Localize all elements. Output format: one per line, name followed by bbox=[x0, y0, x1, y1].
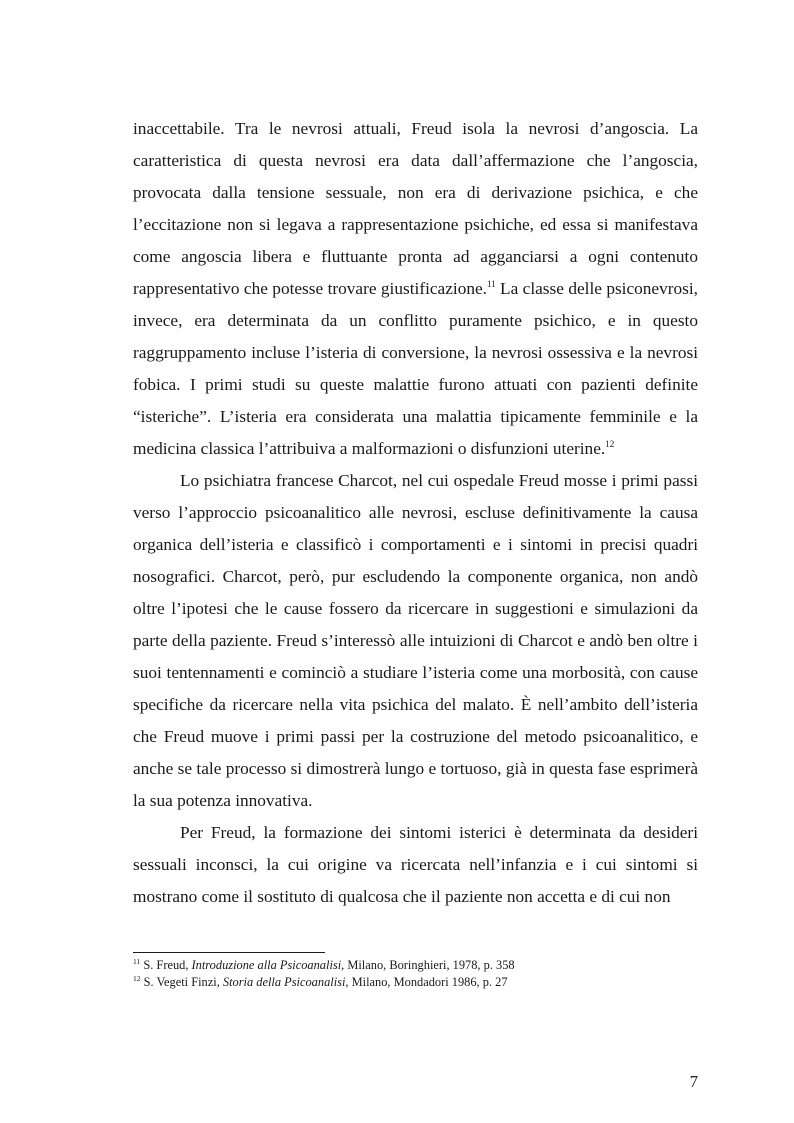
footnotes bbox=[133, 957, 698, 991]
footnote-12 bbox=[133, 974, 698, 991]
footnote-11 bbox=[133, 957, 698, 974]
body-paragraph bbox=[133, 465, 698, 817]
paragraph-text: Per Freud, la formazione dei sintomi isterici è determinata da desideri sessuali inconsci, la cui origine va ricercata nell’infanzia e i cui sintomi si mostrano come il sostituto di qualcosa che il paziente non accetta e di cui non bbox=[133, 823, 698, 906]
footnote-number: 12 bbox=[133, 974, 141, 983]
footnote-reference-11: 11 bbox=[486, 279, 496, 289]
footnote-details: Milano, Boringhieri, 1978, p. 358 bbox=[344, 958, 515, 972]
paragraph-text: La classe delle psiconevrosi, invece, era determinata da un conflitto puramente psichico, e in questo raggruppamento incluse l’isteria di conversione, la nevrosi ossessiva e la nevrosi fobica. I primi studi su queste malattie furono attuati con pazienti definite “isteriche”. L’isteria era considerata una malattia tipicamente femminile e la medicina classica l’attribuiva a malformazioni o disfunzioni uterine. bbox=[133, 279, 698, 458]
body-paragraph bbox=[133, 817, 698, 913]
footnote-title: Storia della Psicoanalisi bbox=[222, 975, 346, 989]
page-body bbox=[133, 113, 698, 913]
body-paragraph bbox=[133, 113, 698, 465]
footnote-separator bbox=[133, 952, 325, 953]
footnote-details: , Milano, Mondadori 1986, p. 27 bbox=[345, 975, 508, 989]
footnote-author: S. Freud, bbox=[143, 958, 192, 972]
footnote-title: Introduzione alla Psicoanalisi, bbox=[191, 958, 345, 972]
paragraph-text: inaccettabile. Tra le nevrosi attuali, Freud isola la nevrosi d’angoscia. La caratteristica di questa nevrosi era data dall’affermazione che l’angoscia, provocata dalla tensione sessuale, non era di derivazione psichica, e che l’eccitazione non si legava a rappresentazione psichiche, ed essa si manifestava come angoscia libera e fluttuante pronta ad agganciarsi a ogni contenuto rappresentativo che potesse trovare giustificazione. bbox=[133, 119, 698, 298]
footnote-reference-12: 12 bbox=[605, 439, 615, 449]
paragraph-text: Lo psichiatra francese Charcot, nel cui ospedale Freud mosse i primi passi verso l’approccio psicoanalitico alle nevrosi, escluse definitivamente la causa organica dell’isteria e classificò i comportamenti e i sintomi in precisi quadri nosografici. Charcot, però, pur escludendo la componente organica, non andò oltre l’ipotesi che le cause fossero da ricercare in suggestioni e simulazioni da parte della paziente. Freud s’interessò alle intuizioni di Charcot e andò ben oltre i suoi tentennamenti e cominciò a studiare l’isteria come una morbosità, con cause specifiche da ricercare nella vita psichica del malato. È nell’ambito dell’isteria che Freud muove i primi passi per la costruzione del metodo psicoanalitico, e anche se tale processo si dimostrerà lungo e tortuoso, già in questa fase esprimerà la sua potenza innovativa. bbox=[133, 471, 698, 810]
footnote-number: 11 bbox=[133, 957, 141, 966]
footnote-author: S. Vegeti Finzi, bbox=[143, 975, 223, 989]
page-number: 7 bbox=[689, 1072, 698, 1091]
